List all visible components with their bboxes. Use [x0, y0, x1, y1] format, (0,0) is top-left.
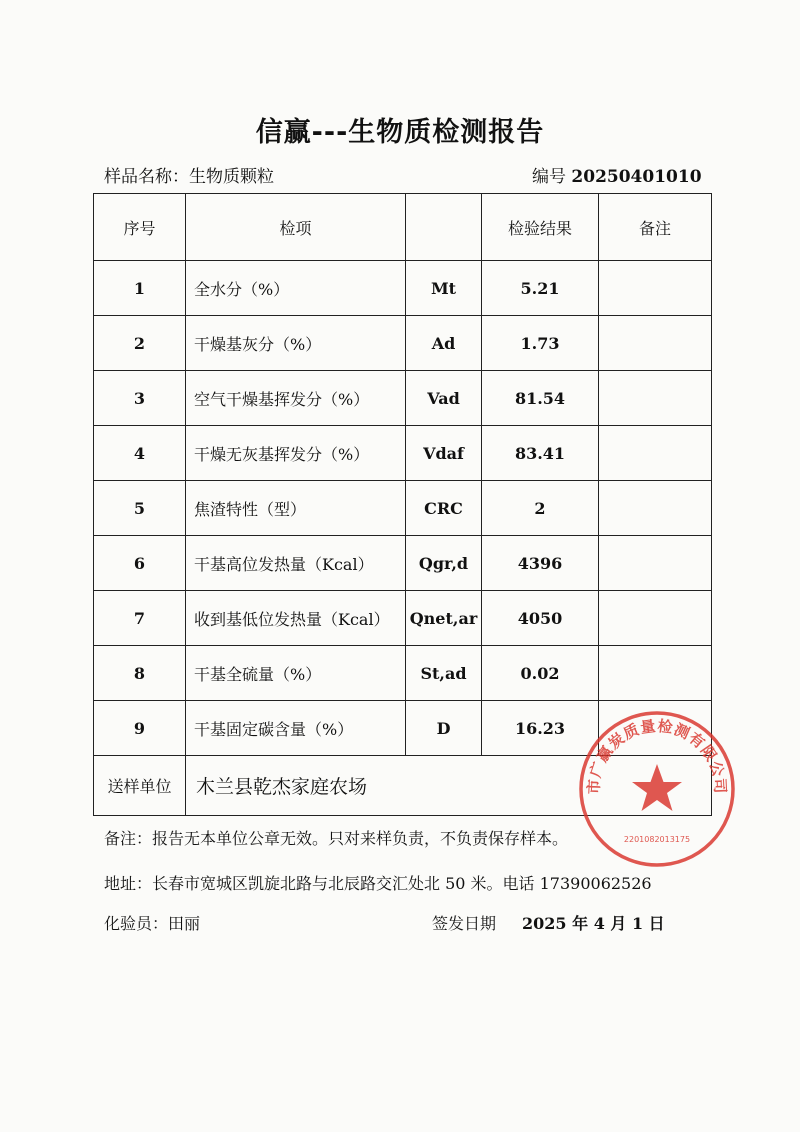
report-number-value: 20250401010 [571, 167, 702, 187]
sender-value: 木兰县乾杰家庭农场 [186, 756, 712, 816]
remark-note: 备注：报告无本单位公章无效。只对来样负责，不负责保存样本。 [104, 829, 569, 848]
row-remark [599, 481, 712, 536]
sample-name-label: 样品名称： [104, 167, 189, 187]
row-remark [599, 261, 712, 316]
row-symbol: Vad [406, 371, 482, 426]
row-remark [599, 536, 712, 591]
row-result: 5.21 [482, 261, 599, 316]
row-symbol: Ad [406, 316, 482, 371]
row-no: 4 [94, 426, 186, 481]
inspector: 化验员：田丽 [104, 914, 201, 933]
row-result: 2 [482, 481, 599, 536]
row-item: 全水分（%） [186, 261, 406, 316]
header-symbol [406, 194, 482, 261]
row-remark [599, 591, 712, 646]
row-item: 干燥基灰分（%） [186, 316, 406, 371]
row-no: 9 [94, 701, 186, 756]
report-number [532, 162, 702, 187]
row-no: 6 [94, 536, 186, 591]
table-row [94, 261, 712, 316]
row-result: 0.02 [482, 646, 599, 701]
row-remark [599, 316, 712, 371]
table-row [94, 591, 712, 646]
seal-arc-text: 市广赢炭质量检测有限公司 [584, 716, 730, 795]
row-item: 干基全硫量（%） [186, 646, 406, 701]
row-item: 干基高位发热量（Kcal） [186, 536, 406, 591]
row-remark [599, 426, 712, 481]
table-row [94, 481, 712, 536]
table-row [94, 646, 712, 701]
row-symbol: St,ad [406, 646, 482, 701]
table-header-row [94, 194, 712, 261]
issue-date [432, 911, 665, 934]
report-title: 信赢---生物质检测报告 [255, 117, 545, 148]
row-item: 干燥无灰基挥发分（%） [186, 426, 406, 481]
table-row [94, 426, 712, 481]
row-result: 81.54 [482, 371, 599, 426]
row-symbol: Mt [406, 261, 482, 316]
seal-code: 2201082013175 [623, 835, 691, 844]
row-item: 收到基低位发热量（Kcal） [186, 591, 406, 646]
sample-name-value: 生物质颗粒 [189, 167, 274, 187]
sample-name [104, 162, 274, 187]
row-symbol: D [406, 701, 482, 756]
issue-date-label: 签发日期 [432, 914, 497, 933]
sender-label: 送样单位 [94, 756, 186, 816]
row-symbol: CRC [406, 481, 482, 536]
table-row [94, 536, 712, 591]
header-no: 序号 [94, 194, 186, 261]
table-row [94, 371, 712, 426]
row-item: 干基固定碳含量（%） [186, 701, 406, 756]
row-no: 8 [94, 646, 186, 701]
row-item: 空气干燥基挥发分（%） [186, 371, 406, 426]
row-no: 1 [94, 261, 186, 316]
header-remark: 备注 [599, 194, 712, 261]
address-line: 地址：长春市宽城区凯旋北路与北辰路交汇处北 50 米。电话 17390062526 [104, 874, 652, 893]
seal-star-icon [632, 764, 682, 811]
row-remark [599, 646, 712, 701]
row-no: 7 [94, 591, 186, 646]
table-row [94, 316, 712, 371]
row-item: 焦渣特性（型） [186, 481, 406, 536]
row-symbol: Qnet,ar [406, 591, 482, 646]
row-result: 83.41 [482, 426, 599, 481]
row-result: 1.73 [482, 316, 599, 371]
row-result: 16.23 [482, 701, 599, 756]
row-remark [599, 371, 712, 426]
row-no: 5 [94, 481, 186, 536]
row-result: 4396 [482, 536, 599, 591]
row-no: 2 [94, 316, 186, 371]
header-result: 检验结果 [482, 194, 599, 261]
company-seal [576, 708, 738, 870]
issue-date-value: 2025 年 4 月 1 日 [522, 914, 665, 933]
header-item: 检项 [186, 194, 406, 261]
row-no: 3 [94, 371, 186, 426]
report-number-label: 编号 [532, 167, 566, 187]
row-symbol: Vdaf [406, 426, 482, 481]
row-result: 4050 [482, 591, 599, 646]
row-symbol: Qgr,d [406, 536, 482, 591]
